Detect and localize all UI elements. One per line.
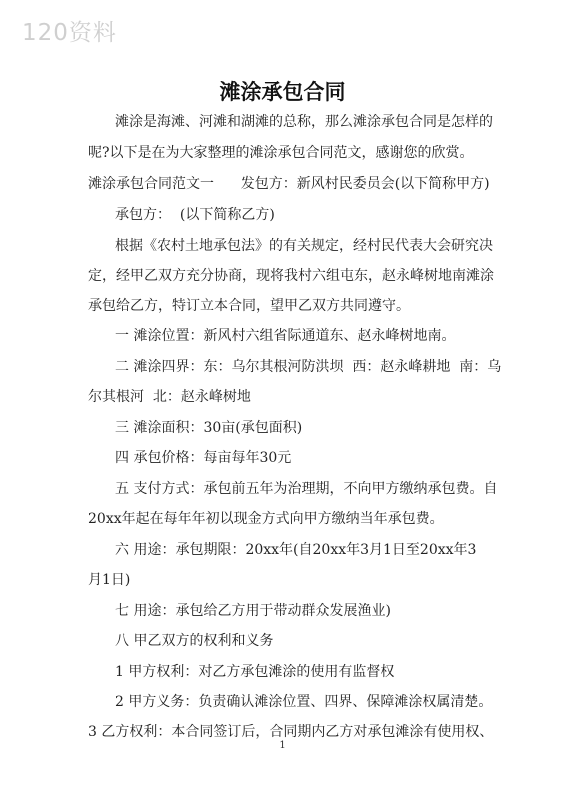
paragraph-line: 呢?以下是在为大家整理的滩涂承包合同范文，感谢您的欣赏。 — [88, 145, 474, 161]
paragraph-line: 七 用途：承包给乙方用于带动群众发展渔业) — [115, 603, 391, 619]
paragraph-line: 20xx年起在每年年初以现金方式向甲方缴纳当年承包费。 — [88, 511, 444, 527]
paragraph-line: 三 滩涂面积：30亩(承包面积) — [115, 420, 303, 436]
paragraph-line: 2 甲方义务：负责确认滩涂位置、四界、保障滩涂权属清楚。 — [115, 694, 493, 710]
paragraph-line: 月1日) — [88, 572, 131, 588]
paragraph-line: 滩涂是海滩、河滩和湖滩的总称，那么滩涂承包合同是怎样的 — [115, 114, 493, 130]
page-number: 1 — [279, 740, 286, 751]
paragraph-line: 滩涂承包合同范文一 发包方：新风村民委员会(以下简称甲方) — [88, 176, 490, 192]
paragraph-line: 承包方： (以下简称乙方) — [115, 207, 275, 223]
paragraph-line: 八 甲乙双方的权利和义务 — [115, 633, 274, 649]
paragraph-line: 六 用途：承包期限：20xx年(自20xx年3月1日至20xx年3 — [115, 542, 477, 558]
paragraph-line: 定，经甲乙双方充分协商，现将我村六组屯东，赵永峰树地南滩涂 — [88, 268, 494, 284]
paragraph-line: 五 支付方式：承包前五年为治理期，不向甲方缴纳承包费。自 — [115, 481, 498, 497]
watermark-logo: 120资料 — [22, 20, 117, 46]
paragraph-line: 四 承包价格：每亩每年30元 — [115, 450, 292, 466]
paragraph-line: 根据《农村土地承包法》的有关规定，经村民代表大会研究决 — [115, 238, 493, 254]
paragraph-line: 3 乙方权利：本合同签订后，合同期内乙方对承包滩涂有使用权、 — [88, 724, 494, 740]
paragraph-line: 尔其根河 北：赵永峰树地 — [88, 389, 251, 405]
paragraph-line: 二 滩涂四界：东：乌尔其根河防洪坝 西：赵永峰耕地 南：乌 — [115, 359, 502, 375]
paragraph-line: 1 甲方权利：对乙方承包滩涂的使用有监督权 — [115, 664, 395, 680]
paragraph-line: 一 滩涂位置：新风村六组省际通道东、赵永峰树地南。 — [115, 328, 456, 344]
document-title: 滩涂承包合同 — [219, 79, 346, 104]
paragraph-line: 承包给乙方，特订立本合同，望甲乙双方共同遵守。 — [88, 298, 410, 314]
